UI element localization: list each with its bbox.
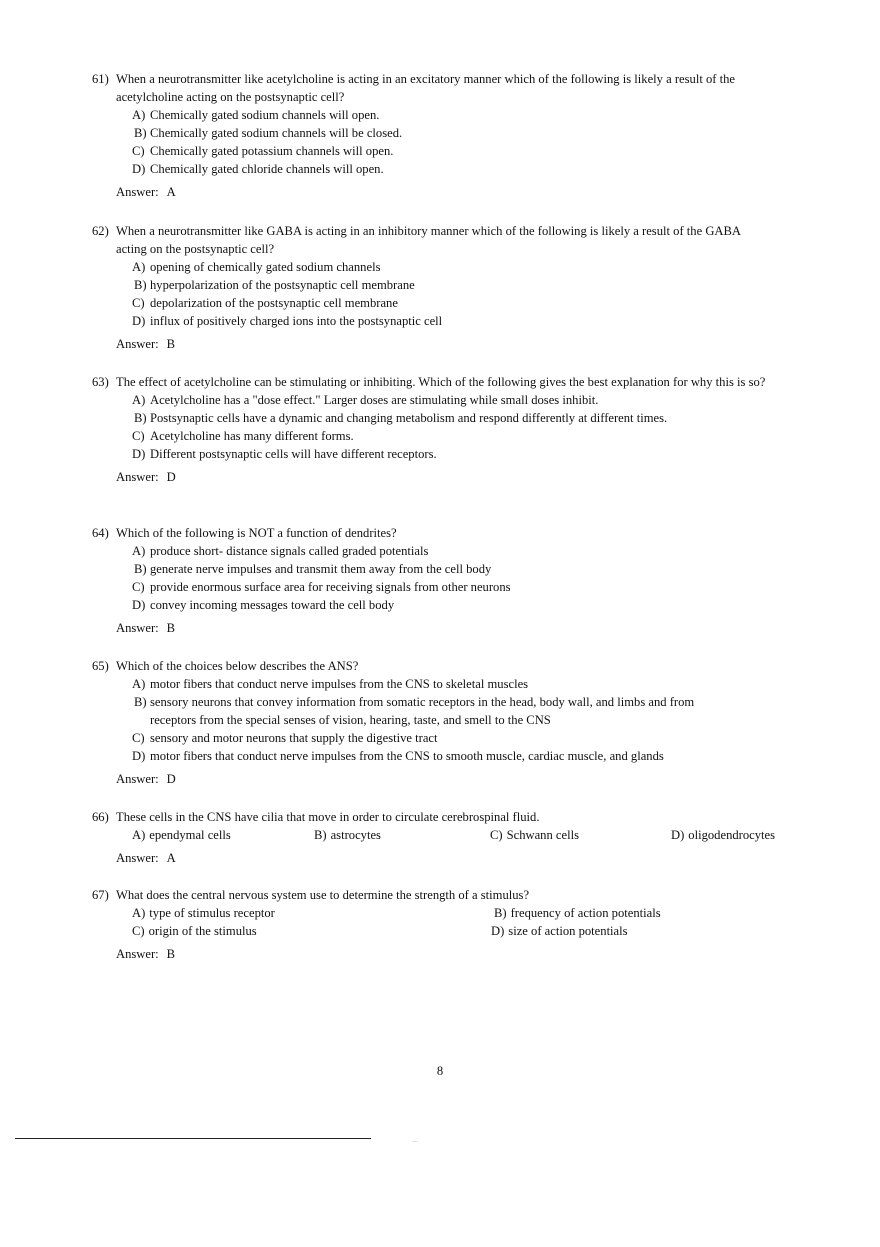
option-c: C) provide enormous surface area for receiving signals from other neurons — [132, 580, 511, 594]
question-stem — [92, 222, 812, 258]
question-stem — [92, 70, 812, 106]
option-b: B) astrocytes — [314, 828, 381, 842]
options-list — [132, 258, 812, 330]
option-a: A) type of stimulus receptor — [132, 906, 275, 920]
option-text: depolarization of the postsynaptic cell membrane — [150, 296, 398, 310]
option-b: B) hyperpolarization of the postsynaptic cell membrane — [134, 278, 415, 292]
question-text: When a neurotransmitter like acetylcholine is acting in an excitatory manner which of the following is likely a result of the acetylcholine acting on the postsynaptic cell? — [116, 72, 735, 104]
question-number: 67) — [92, 888, 109, 902]
option-a: A) ependymal cells — [132, 828, 231, 842]
option-c: C) Acetylcholine has many different forms. — [132, 429, 354, 443]
option-text: origin of the stimulus — [148, 924, 257, 938]
answer-value: A — [166, 851, 176, 865]
answer-line: Answer: B — [116, 621, 176, 635]
option-text: frequency of action potentials — [510, 906, 661, 920]
options-list — [132, 391, 812, 463]
option-c: C) Schwann cells — [490, 828, 579, 842]
question-number: 66) — [92, 810, 109, 824]
answer-line: Answer: A — [116, 851, 176, 865]
option-d: D) Different postsynaptic cells will have different receptors. — [132, 447, 437, 461]
option-d: D) size of action potentials — [491, 924, 628, 938]
option-text: convey incoming messages toward the cell body — [150, 598, 395, 612]
option-text: Postsynaptic cells have a dynamic and changing metabolism and respond differently at different times. — [150, 411, 668, 425]
option-text: Chemically gated sodium channels will open. — [150, 108, 380, 122]
question-number: 63) — [92, 375, 109, 389]
option-b: B) Chemically gated sodium channels will be closed. — [134, 126, 403, 140]
footer-rule — [15, 1138, 371, 1139]
option-text: influx of positively charged ions into the postsynaptic cell — [150, 314, 443, 328]
option-text: Different postsynaptic cells will have different receptors. — [150, 447, 437, 461]
question-64 — [92, 524, 812, 637]
answer-line: Answer: D — [116, 470, 176, 484]
answer-value: B — [166, 947, 176, 961]
answer-value: D — [166, 470, 176, 484]
option-d: D) Chemically gated chloride channels will open. — [132, 162, 384, 176]
question-65 — [92, 657, 812, 788]
question-stem — [92, 886, 812, 904]
option-text: sensory and motor neurons that supply the digestive tract — [150, 731, 438, 745]
option-text: sensory neurons that convey information from somatic receptors in the head, body wall, and limbs and from receptors from the special senses of vision, hearing, taste, and smell to the CNS — [150, 695, 695, 727]
option-text: astrocytes — [330, 828, 381, 842]
page-number: 8 — [436, 1064, 444, 1078]
option-d: D) convey incoming messages toward the cell body — [132, 598, 395, 612]
option-c: C) depolarization of the postsynaptic cell membrane — [132, 296, 398, 310]
option-text: Chemically gated chloride channels will open. — [150, 162, 384, 176]
option-a: A) Chemically gated sodium channels will open. — [132, 108, 380, 122]
answer-value: B — [166, 621, 176, 635]
question-67 — [92, 886, 812, 963]
question-number: 61) — [92, 72, 109, 86]
option-text: Chemically gated sodium channels will be closed. — [150, 126, 403, 140]
option-c: C) origin of the stimulus — [132, 924, 257, 938]
answer-line: Answer: A — [116, 185, 176, 199]
options-row — [92, 904, 812, 922]
option-a: A) motor fibers that conduct nerve impulses from the CNS to skeletal muscles — [132, 677, 529, 691]
option-a: A) Acetylcholine has a "dose effect." Larger doses are stimulating while small doses inhibit. — [132, 393, 599, 407]
question-text: When a neurotransmitter like GABA is acting in an inhibitory manner which of the following is likely a result of the GABA acting on the postsynaptic cell? — [116, 224, 741, 256]
option-c: C) Chemically gated potassium channels will open. — [132, 144, 394, 158]
option-d: D) motor fibers that conduct nerve impulses from the CNS to smooth muscle, cardiac muscle, and glands — [132, 749, 664, 763]
option-b: B) Postsynaptic cells have a dynamic and changing metabolism and respond differently at different times. — [134, 411, 668, 425]
options-row — [92, 922, 812, 940]
option-text: generate nerve impulses and transmit them away from the cell body — [150, 562, 492, 576]
option-c: C) sensory and motor neurons that supply the digestive tract — [132, 731, 438, 745]
answer-value: A — [166, 185, 176, 199]
question-number: 65) — [92, 659, 109, 673]
question-text: These cells in the CNS have cilia that move in order to circulate cerebrospinal fluid. — [116, 810, 540, 824]
option-a: A) produce short- distance signals called graded potentials — [132, 544, 429, 558]
option-text: motor fibers that conduct nerve impulses from the CNS to skeletal muscles — [150, 677, 529, 691]
answer-line: Answer: B — [116, 337, 176, 351]
question-66 — [92, 808, 812, 867]
option-text: Acetylcholine has a "dose effect." Larger doses are stimulating while small doses inhibit. — [150, 393, 599, 407]
option-text: ependymal cells — [149, 828, 231, 842]
option-text: hyperpolarization of the postsynaptic cell membrane — [150, 278, 415, 292]
option-text: Chemically gated potassium channels will open. — [150, 144, 394, 158]
option-text: type of stimulus receptor — [149, 906, 275, 920]
question-62 — [92, 222, 812, 353]
question-text: What does the central nervous system use to determine the strength of a stimulus? — [116, 888, 530, 902]
question-stem — [92, 373, 812, 391]
options-list — [132, 675, 812, 765]
options-list — [132, 542, 812, 614]
question-63 — [92, 373, 812, 486]
option-text: provide enormous surface area for receiving signals from other neurons — [150, 580, 511, 594]
options-row — [92, 826, 812, 844]
answer-value: D — [166, 772, 176, 786]
question-number: 64) — [92, 526, 109, 540]
question-stem — [92, 657, 812, 675]
question-text: Which of the following is NOT a function of dendrites? — [116, 526, 397, 540]
option-text: produce short- distance signals called graded potentials — [150, 544, 429, 558]
option-b: B) frequency of action potentials — [494, 906, 661, 920]
option-text: Schwann cells — [506, 828, 579, 842]
question-stem — [92, 524, 812, 542]
answer-line: Answer: B — [116, 947, 176, 961]
question-stem — [92, 808, 812, 826]
answer-line: Answer: D — [116, 772, 176, 786]
option-text: motor fibers that conduct nerve impulses from the CNS to smooth muscle, cardiac muscle, and glands — [150, 749, 664, 763]
question-text: The effect of acetylcholine can be stimulating or inhibiting. Which of the following gives the best explanation for why this is so? — [116, 375, 766, 389]
footer-mark: … — [412, 1138, 418, 1144]
option-text: oligodendrocytes — [688, 828, 776, 842]
options-list — [132, 106, 812, 178]
option-a: A) opening of chemically gated sodium channels — [132, 260, 381, 274]
question-61 — [92, 70, 812, 201]
answer-value: B — [166, 337, 176, 351]
option-d: D) influx of positively charged ions into the postsynaptic cell — [132, 314, 443, 328]
option-b: B) sensory neurons that convey information from somatic receptors in the head, body wall, and limbs and from receptors from the special senses of vision, hearing, taste, and smell to the CNS — [134, 695, 695, 727]
option-d: D) oligodendrocytes — [671, 828, 776, 842]
option-text: opening of chemically gated sodium channels — [150, 260, 381, 274]
option-b: B) generate nerve impulses and transmit them away from the cell body — [134, 562, 492, 576]
question-number: 62) — [92, 224, 109, 238]
option-text: size of action potentials — [508, 924, 628, 938]
option-text: Acetylcholine has many different forms. — [150, 429, 354, 443]
question-text: Which of the choices below describes the ANS? — [116, 659, 359, 673]
